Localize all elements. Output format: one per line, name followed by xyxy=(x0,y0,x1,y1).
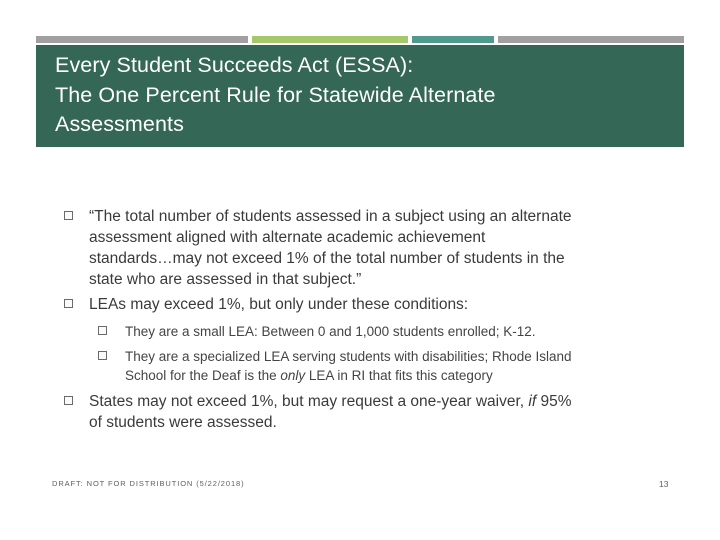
square-bullet-icon xyxy=(64,299,73,308)
accent-bar-gray-right xyxy=(498,36,684,43)
emphasis-if: if xyxy=(528,393,537,410)
sub-bullet-2-line-2: School for the Deaf is the only LEA in RI that fits this category xyxy=(125,368,493,383)
slide-title-line-3: Assessments xyxy=(55,112,184,136)
emphasis-only: only xyxy=(280,368,306,383)
square-bullet-icon xyxy=(64,396,73,405)
bullet-1-line-3: standards…may not exceed 1% of the total number of students in the xyxy=(89,250,565,267)
square-bullet-icon xyxy=(98,351,107,360)
bullet-3-line-2: of students were assessed. xyxy=(89,414,277,431)
bullet-1-line-1: “The total number of students assessed in a subject using an alternate xyxy=(89,208,572,225)
draft-footer: DRAFT: NOT FOR DISTRIBUTION (5/22/2018) xyxy=(52,479,245,488)
accent-bar-green xyxy=(252,36,408,43)
bullet-1-line-2: assessment aligned with alternate academic achievement xyxy=(89,229,486,246)
slide-title-line-2: The One Percent Rule for Statewide Alternate xyxy=(55,82,496,107)
bullet-1-line-4: state who are assessed in that subject.” xyxy=(89,271,362,288)
slide-title-line-1: Every Student Succeeds Act (ESSA): xyxy=(55,53,414,77)
bullet-3-line-1: States may not exceed 1%, but may request a one-year waiver, if 95% xyxy=(89,393,572,410)
square-bullet-icon xyxy=(98,326,107,335)
sub-bullet-1-text: They are a small LEA: Between 0 and 1,000 students enrolled; K-12. xyxy=(125,324,536,339)
bullet-2-text: LEAs may exceed 1%, but only under these conditions: xyxy=(89,296,469,313)
accent-bar-teal xyxy=(412,36,494,43)
slide-title-box xyxy=(36,45,684,147)
square-bullet-icon xyxy=(64,211,73,220)
sub-bullet-2-line-1: They are a specialized LEA serving students with disabilities; Rhode Island xyxy=(125,349,572,364)
page-number: 13 xyxy=(659,479,669,489)
accent-bar-gray-left xyxy=(36,36,248,43)
